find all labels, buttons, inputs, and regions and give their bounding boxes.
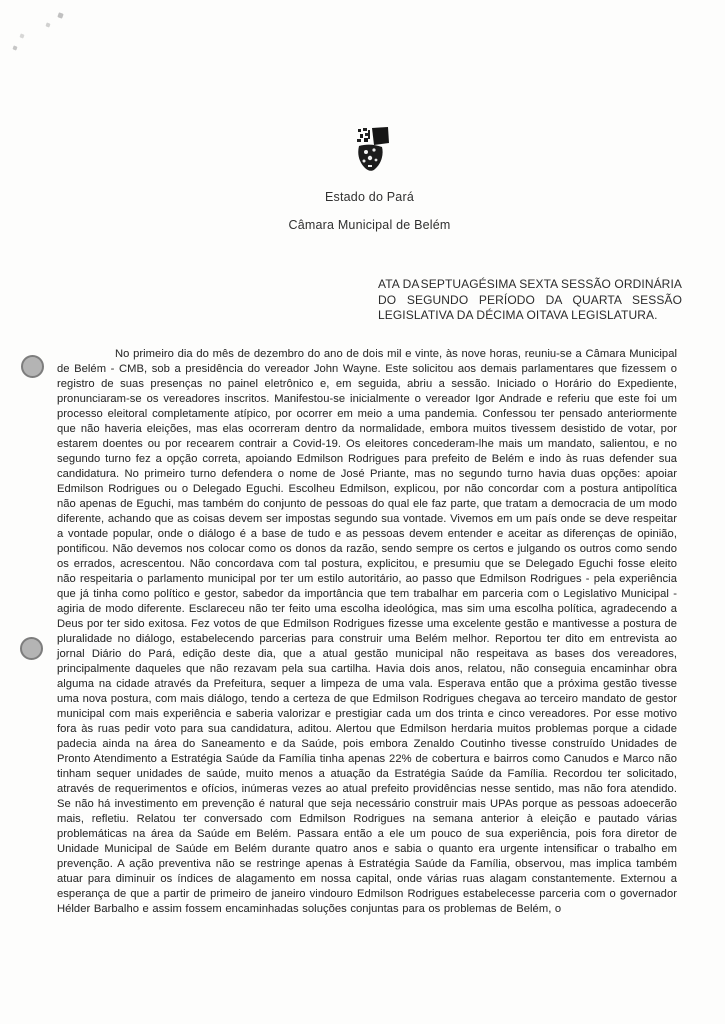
scan-speck: [45, 22, 50, 27]
session-title: [378, 277, 682, 324]
session-title-line-3: LEGISLATIVA DA DÉCIMA OITAVA LEGISLATURA.: [378, 308, 658, 322]
scan-speck: [12, 45, 17, 50]
session-title-line-1-right: SEPTUAGÉSIMA SEXTA SESSÃO ORDINÁRIA: [420, 277, 682, 291]
session-title-line-1: [378, 277, 682, 293]
header-institution: Câmara Municipal de Belém: [288, 218, 451, 232]
hole-punch: [21, 355, 44, 378]
coat-of-arms-icon: [352, 126, 390, 174]
minutes-body-paragraph: No primeiro dia do mês de dezembro do ano de dois mil e vinte, às nove horas, reuniu-se a Câmara Municipal de Belém - CMB, sob a presidência do vereador John Wayne. Este solicitou aos demais parlamentares que fizessem o registro de suas presenças no painel eletrônico e, em seguida, abriu a sessão. Iniciado o Horário do Expediente, pronunciaram-se os vereadores inscritos. Manifestou-se inicialmente o vereador Igor Andrade e referiu que este foi um processo eleitoral completamente atípico, por ocorrer em meio a uma pandemia. Confessou ter pensado anteriormente que não haveria eleições, mas elas ocorreram dentro da normalidade, embora muitos tivessem desistido de votar, por estarem doentes ou por recearem contrair a Covid-19. Os eleitores concederam-lhe mais um mandato, salientou, e no segundo turno fez a opção correta, apoiando Edmilson Rodrigues para prefeito de Belém e indo às ruas defender sua candidatura. No primeiro turno defendera o nome de José Priante, mas no segundo turno havia duas opções: apoiar Edmilson Rodrigues ou o Delegado Eguchi. Escolheu Edmilson, explicou, por não concordar com a postura antipolítica não apenas de Eguchi, mas também do conjunto de pessoas do qual ele faz parte, que tratam a democracia de um modo diferente, achando que as coisas devem ser impostas segundo sua vontade. Vivemos em um país onde se deve respeitar a vontade popular, onde o diálogo é a base de tudo e as pessoas devem entender e aceitar as diferenças de opinião, pontificou. Não devemos nos colocar como os donos da razão, sendo sempre os certos e julgando os outros como sendo os errados, acrescentou. Não concordava com tal postura, explicitou, e presumiu que se Delegado Eguchi fosse eleito não respeitaria o parlamento municipal por ter um estilo autoritário, ao passo que Edmilson Rodrigues - pela experiência que já tinha como político e gestor, sabedor da importância que tem trabalhar em parceria com o Legislativo Municipal - agiria de modo diferente. Esclareceu não ter feito uma escolha ideológica, mas sim uma escolha política, agradecendo a Deus por ter sido exitosa. Fez votos de que Edmilson Rodrigues fizesse uma excelente gestão e mantivesse a postura de pluralidade no diálogo, estabelecendo parcerias para construir uma Belém melhor. Reportou ter dito em entrevista ao jornal Diário do Pará, edição deste dia, que a atual gestão municipal não respeitava as bases dos vereadores, principalmente daqueles que não rezavam pela sua cartilha. Havia dois anos, relatou, não conseguia encaminhar obra alguma na cidade através da Prefeitura, sequer a limpeza de uma vala. Esperava então que a próxima gestão tivesse uma nova postura, com mais diálogo, tendo a certeza de que Edmilson Rodrigues chegava ao terceiro mandato de gestor municipal com mais experiência e saberia valorizar e prestigiar cada um dos trinta e cinco vereadores. Por esse motivo fora às ruas pedir voto para sua candidatura, aditou. Alertou que Edmilson herdaria muitos problemas porque a cidade padecia ainda na área do Saneamento e da Saúde, pois embora Zenaldo Coutinho tivesse construído Unidades de Pronto Atendimento a Estratégia Saúde da Família tinha apenas 22% de cobertura e bairros como Canudos e Marco não tinham sequer unidades de saúde, muito menos a atuação da Estratégia Saúde da Família. Recordou ter solicitado, através de requerimentos e ofícios, inúmeras vezes ao atual prefeito providências nesse sentido, mas não fora atendido. Se não há investimento em prevenção é natural que seja necessário construir mais UPAs porque as pessoas adoecerão mais, refletiu. Relatou ter conversado com Edmilson Rodrigues na semana anterior à eleição e pautado várias problemáticas na área da Saúde em Belém. Passara então a ele um pouco de sua experiência, pois fora diretor de Unidade Municipal de Saúde em Belém durante quatro anos e sabia o quanto era urgente intensificar o trabalho em prevenção. A ação preventiva não se restringe apenas à Estratégia Saúde da Família, observou, mas implica também atuar para diminuir os índices de alagamento em nossa capital, onde várias ruas alagam constantemente. Externou a esperança de que a partir de primeiro de janeiro vindouro Edmilson Rodrigues estabelecesse parceria com o governador Hélder Barbalho e assim fossem encaminhadas soluções conjuntas para os problemas de Belém, o: [57, 348, 677, 915]
scan-speck: [19, 33, 24, 38]
hole-punch: [20, 637, 43, 660]
scan-speck: [57, 12, 63, 18]
session-title-line-2: DO SEGUNDO PERÍODO DA QUARTA SESSÃO: [378, 292, 682, 307]
header-state: Estado do Pará: [325, 190, 414, 204]
session-title-line-1-left: ATA DA: [378, 277, 420, 291]
